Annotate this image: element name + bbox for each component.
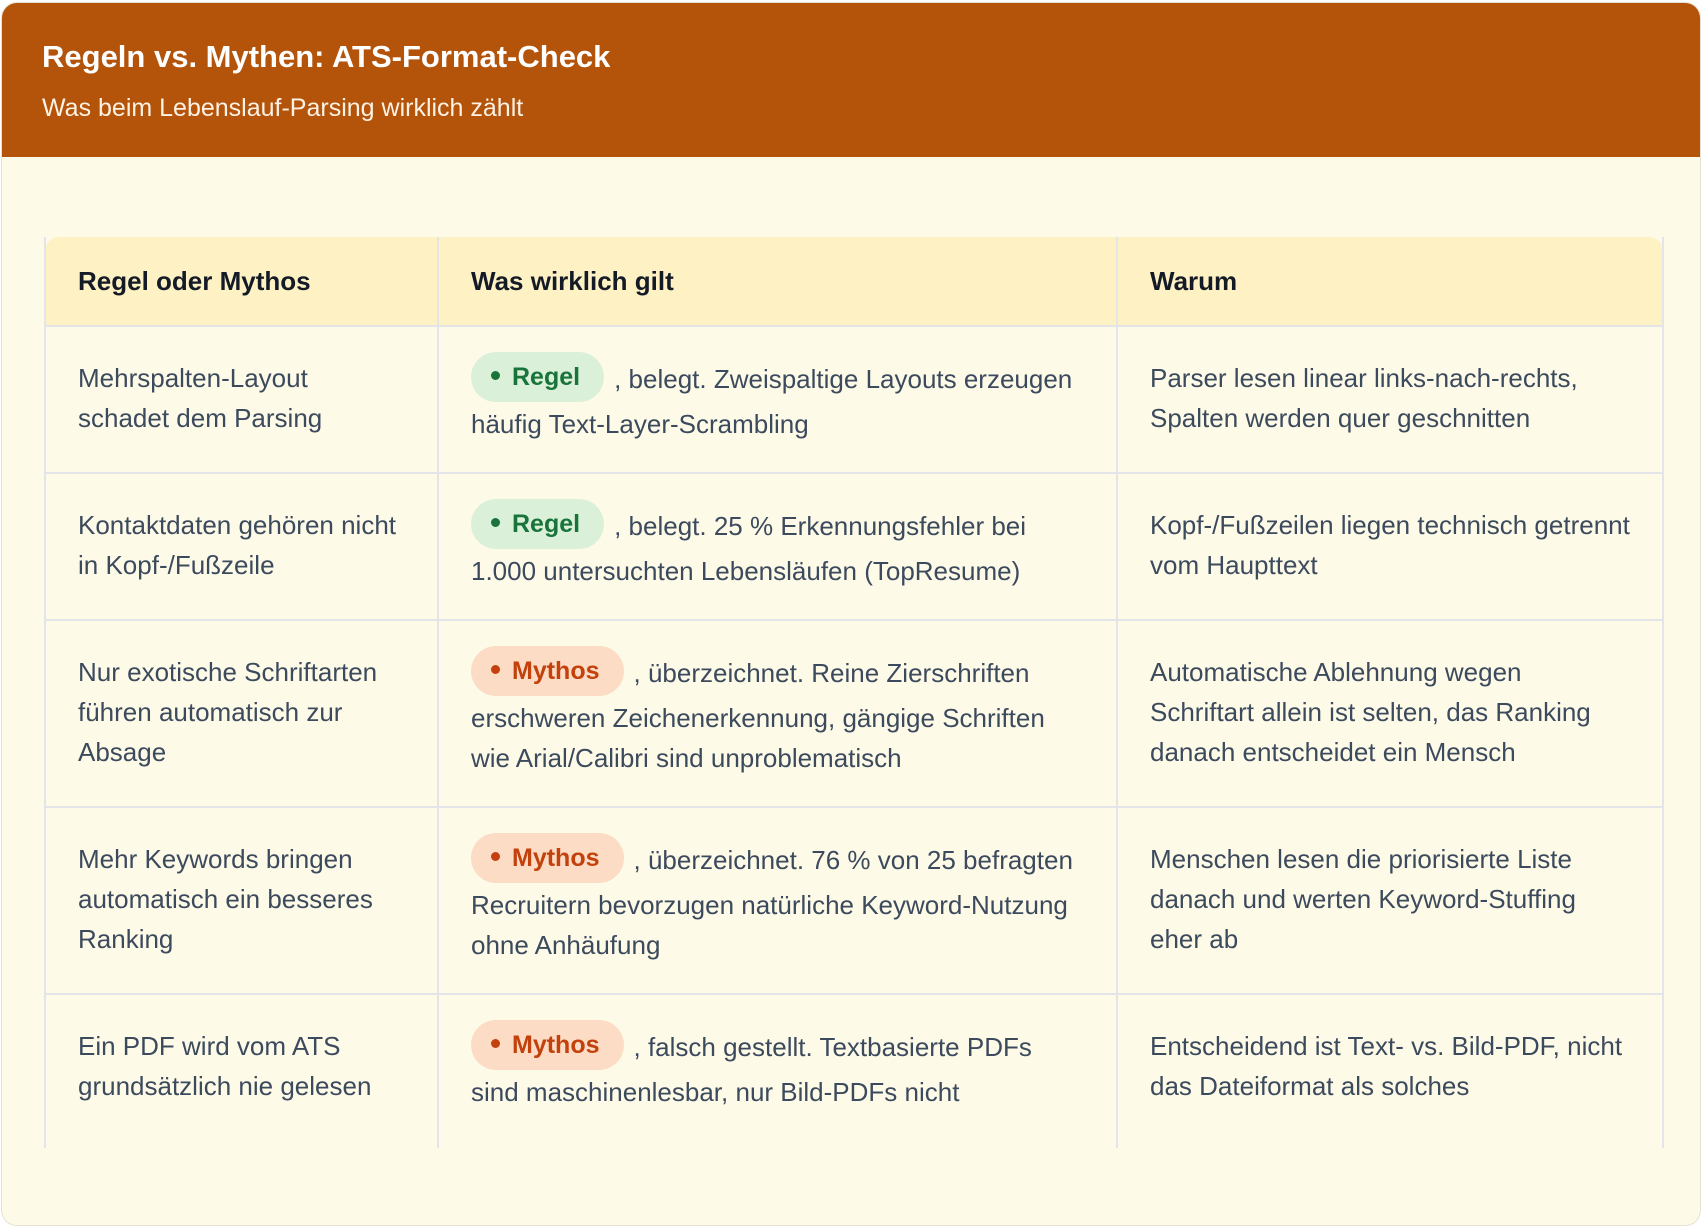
verdict-cell bbox=[438, 994, 1117, 1148]
verdict-cell bbox=[438, 326, 1117, 473]
verdict-badge-label: Regel bbox=[512, 510, 581, 538]
verdict-badge-label: Mythos bbox=[512, 1031, 600, 1059]
claim-cell: Kontaktdaten gehören nicht in Kopf-/Fußzeile bbox=[45, 473, 438, 620]
table-row bbox=[45, 620, 1663, 807]
card-header bbox=[2, 3, 1700, 157]
verdict-detail: , belegt. 25 % Erkennungsfehler bei 1.000 untersuchten Lebensläufen (TopResume) bbox=[471, 510, 1027, 586]
comparison-table-wrapper bbox=[44, 237, 1662, 1148]
page-subtitle: Was beim Lebenslauf-Parsing wirklich zählt bbox=[42, 94, 524, 122]
claim-cell: Nur exotische Schriftarten führen automatisch zur Absage bbox=[45, 620, 438, 807]
table-header bbox=[45, 237, 1663, 326]
page-title: Regeln vs. Mythen: ATS-Format-Check bbox=[42, 39, 611, 74]
ats-check-card bbox=[1, 2, 1701, 1226]
verdict-cell bbox=[438, 620, 1117, 807]
claim-cell: Mehr Keywords bringen automatisch ein besseres Ranking bbox=[45, 807, 438, 994]
verdict-detail: , überzeichnet. Reine Zierschriften erschweren Zeichenerkennung, gängige Schriften wie Arial/Calibri sind unproblematisch bbox=[471, 657, 1045, 773]
bullet-dot-icon bbox=[491, 852, 500, 861]
verdict-detail: , falsch gestellt. Textbasierte PDFs sind maschinenlesbar, nur Bild-PDFs nicht bbox=[471, 1031, 1032, 1107]
reason-cell: Parser lesen linear links-nach-rechts, Spalten werden quer geschnitten bbox=[1117, 326, 1663, 473]
bullet-dot-icon bbox=[491, 665, 500, 674]
table-body bbox=[45, 326, 1663, 1148]
comparison-table bbox=[44, 237, 1664, 1148]
claim-cell: Mehrspalten-Layout schadet dem Parsing bbox=[45, 326, 438, 473]
bullet-dot-icon bbox=[491, 518, 500, 527]
table-row bbox=[45, 807, 1663, 994]
verdict-cell bbox=[438, 807, 1117, 994]
column-header-claim: Regel oder Mythos bbox=[45, 237, 438, 326]
verdict-badge-label: Regel bbox=[512, 363, 581, 391]
table-header-row bbox=[45, 237, 1663, 326]
verdict-badge-label: Mythos bbox=[512, 657, 600, 685]
bullet-dot-icon bbox=[491, 1039, 500, 1048]
reason-cell: Kopf-/Fußzeilen liegen technisch getrennt vom Haupttext bbox=[1117, 473, 1663, 620]
verdict-badge-label: Mythos bbox=[512, 844, 600, 872]
column-header-reason: Warum bbox=[1117, 237, 1663, 326]
verdict-cell bbox=[438, 473, 1117, 620]
verdict-badge bbox=[471, 833, 624, 883]
table-row bbox=[45, 994, 1663, 1148]
reason-cell: Automatische Ablehnung wegen Schriftart allein ist selten, das Ranking danach entscheidet ein Mensch bbox=[1117, 620, 1663, 807]
verdict-badge bbox=[471, 646, 624, 696]
bullet-dot-icon bbox=[491, 371, 500, 380]
reason-cell: Entscheidend ist Text- vs. Bild-PDF, nicht das Dateiformat als solches bbox=[1117, 994, 1663, 1148]
verdict-detail: , belegt. Zweispaltige Layouts erzeugen häufig Text-Layer-Scrambling bbox=[471, 363, 1073, 439]
table-row bbox=[45, 473, 1663, 620]
verdict-detail: , überzeichnet. 76 % von 25 befragten Recruitern bevorzugen natürliche Keyword-Nutzung ohne Anhäufung bbox=[471, 844, 1073, 960]
table-row bbox=[45, 326, 1663, 473]
reason-cell: Menschen lesen die priorisierte Liste danach und werten Keyword-Stuffing eher ab bbox=[1117, 807, 1663, 994]
column-header-verdict: Was wirklich gilt bbox=[438, 237, 1117, 326]
verdict-badge bbox=[471, 1020, 624, 1070]
claim-cell: Ein PDF wird vom ATS grundsätzlich nie gelesen bbox=[45, 994, 438, 1148]
verdict-badge bbox=[471, 352, 604, 402]
verdict-badge bbox=[471, 499, 604, 549]
